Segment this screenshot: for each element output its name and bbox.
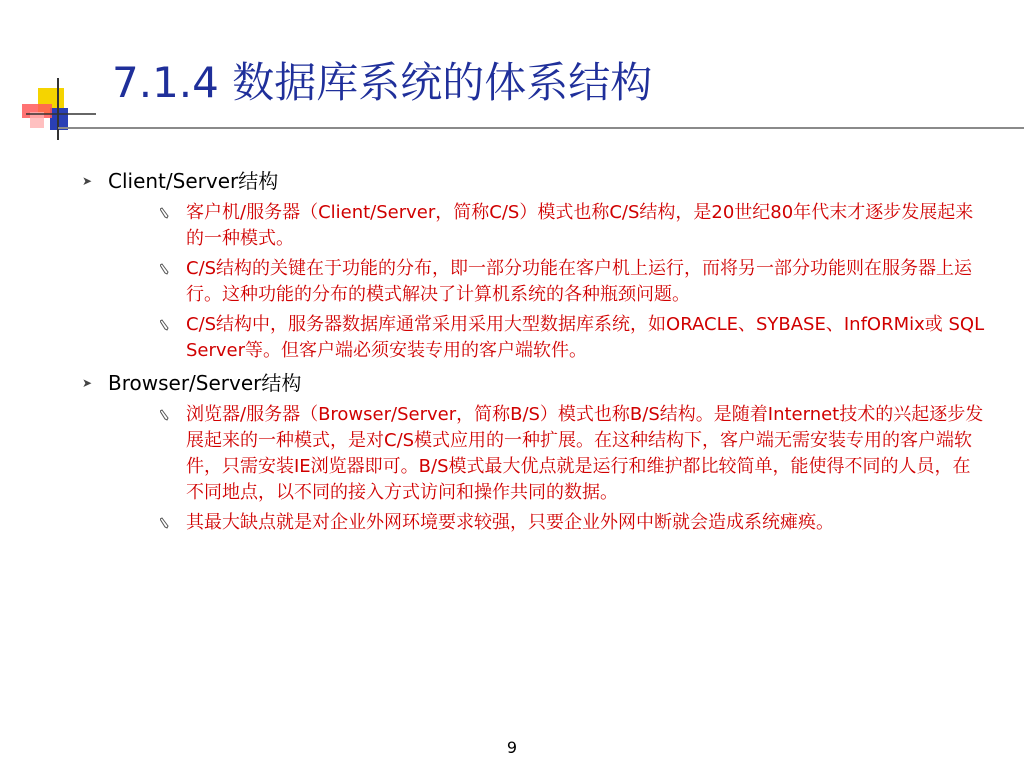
list-item-text: C/S结构中，服务器数据库通常采用采用大型数据库系统，如ORACLE、SYBASE、InfORMix或 SQL Server等。但客户端必须安装专用的客户端软件。 [186,314,985,361]
list-item-text: 浏览器/服务器（Browser/Server，简称B/S）模式也称B/S结构。是随着Internet技术的兴起逐步发展起来的一种模式，是对C/S模式应用的一种扩展。在这种结构下，客户端无需安装专用的客户端软件，只需安装IE浏览器即可。B/S模式最大优点就是运行和维护都比较简单，能使得不同的人员，在不同地点，以不同的接入方式访问和操作共同的数据。 [186,404,984,503]
arrowhead-bullet-icon: ➤ [82,376,93,390]
list-item [160,256,986,308]
list-item [160,312,986,364]
list-item-text: C/S结构的关键在于功能的分布，即一部分功能在客户机上运行，而将另一部分功能则在服务器上运行。这种功能的分布的模式解决了计算机系统的各种瓶颈问题。 [186,258,973,305]
pencil-bullet-icon [160,207,170,219]
section-heading-text: Client/Server结构 [108,169,279,193]
list-item-text: 其最大缺点就是对企业外网环境要求较强，只要企业外网中断就会造成系统瘫痪。 [186,512,834,533]
list-item [160,402,986,506]
section-heading [80,370,1000,396]
page-number: 9 [506,738,518,757]
slide-content [80,168,1000,540]
section-heading-text: Browser/Server结构 [108,371,302,395]
section-heading [80,168,1000,194]
pencil-bullet-icon [160,409,170,421]
pencil-bullet-icon [160,263,170,275]
pencil-bullet-icon [160,517,170,529]
page-title: 7.1.4 数据库系统的体系结构 [112,58,653,107]
title-divider [58,127,1024,129]
arrowhead-bullet-icon: ➤ [82,174,93,188]
list-item-text: 客户机/服务器（Client/Server，简称C/S）模式也称C/S结构，是20世纪80年代末才逐步发展起来的一种模式。 [186,202,974,249]
list-item [160,200,986,252]
pencil-bullet-icon [160,319,170,331]
list-item [160,510,986,536]
